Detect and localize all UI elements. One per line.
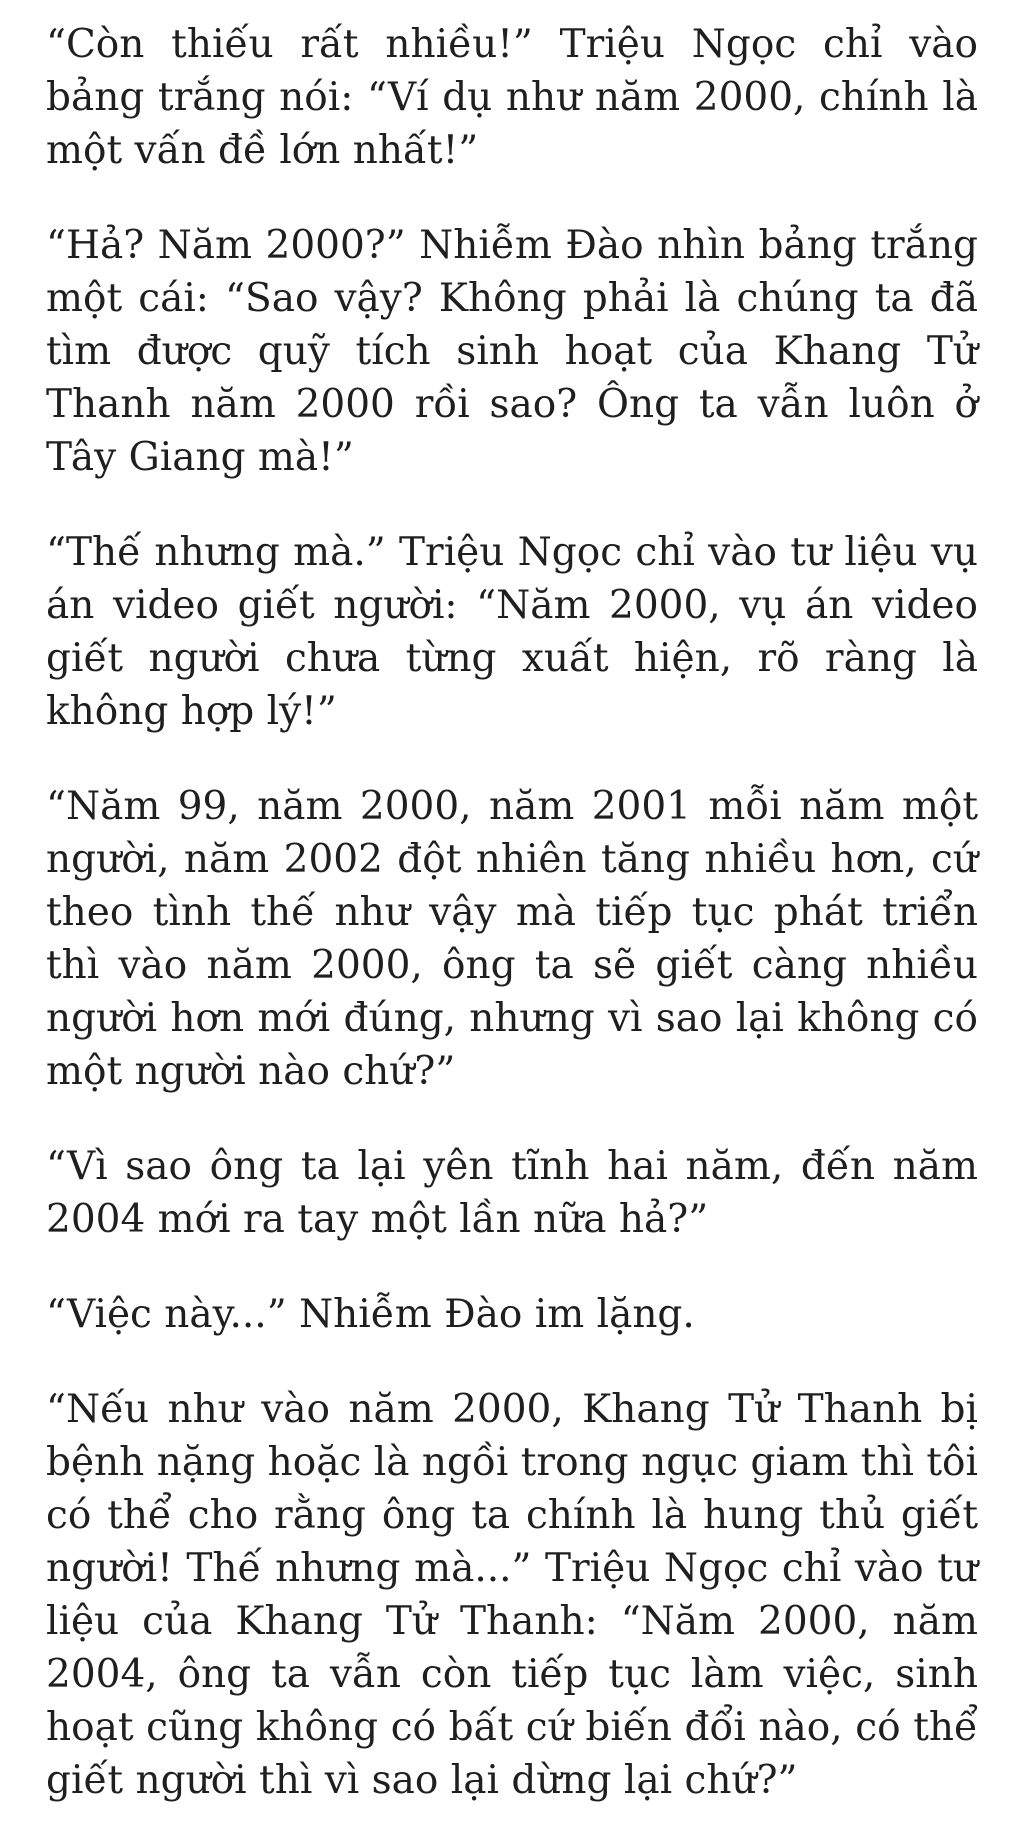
paragraph-3: “Thế nhưng mà.” Triệu Ngọc chỉ vào tư liệu vụ án video giết người: “Năm 2000, vụ án video giết người chưa từng xuất hiện, rõ ràng là không hợp lý!” bbox=[46, 530, 978, 734]
paragraph-5: “Vì sao ông ta lại yên tĩnh hai năm, đến năm 2004 mới ra tay một lần nữa hả?” bbox=[46, 1144, 978, 1242]
paragraph-2: “Hả? Năm 2000?” Nhiễm Đào nhìn bảng trắng một cái: “Sao vậy? Không phải là chúng ta đã tìm được quỹ tích sinh hoạt của Khang Tử Thanh năm 2000 rồi sao? Ông ta vẫn luôn ở Tây Giang mà!” bbox=[46, 223, 978, 480]
paragraph-7: “Nếu như vào năm 2000, Khang Tử Thanh bị bệnh nặng hoặc là ngồi trong ngục giam thì tôi có thể cho rằng ông ta chính là hung thủ giết người! Thế nhưng mà...” Triệu Ngọc chỉ vào tư liệu của Khang Tử Thanh: “Năm 2000, năm 2004, ông ta vẫn còn tiếp tục làm việc, sinh hoạt cũng không có bất cứ biến đổi nào, có thể giết người thì vì sao lại dừng lại chứ?” bbox=[46, 1387, 978, 1803]
paragraph-1: “Còn thiếu rất nhiều!” Triệu Ngọc chỉ vào bảng trắng nói: “Ví dụ như năm 2000, chính là một vấn đề lớn nhất!” bbox=[46, 22, 978, 173]
chapter-text bbox=[46, 18, 978, 1807]
paragraph-6: “Việc này...” Nhiễm Đào im lặng. bbox=[46, 1292, 695, 1337]
paragraph-4: “Năm 99, năm 2000, năm 2001 mỗi năm một người, năm 2002 đột nhiên tăng nhiều hơn, cứ theo tình thế như vậy mà tiếp tục phát triển thì vào năm 2000, ông ta sẽ giết càng nhiều người hơn mới đúng, nhưng vì sao lại không có một người nào chứ?” bbox=[46, 784, 978, 1094]
